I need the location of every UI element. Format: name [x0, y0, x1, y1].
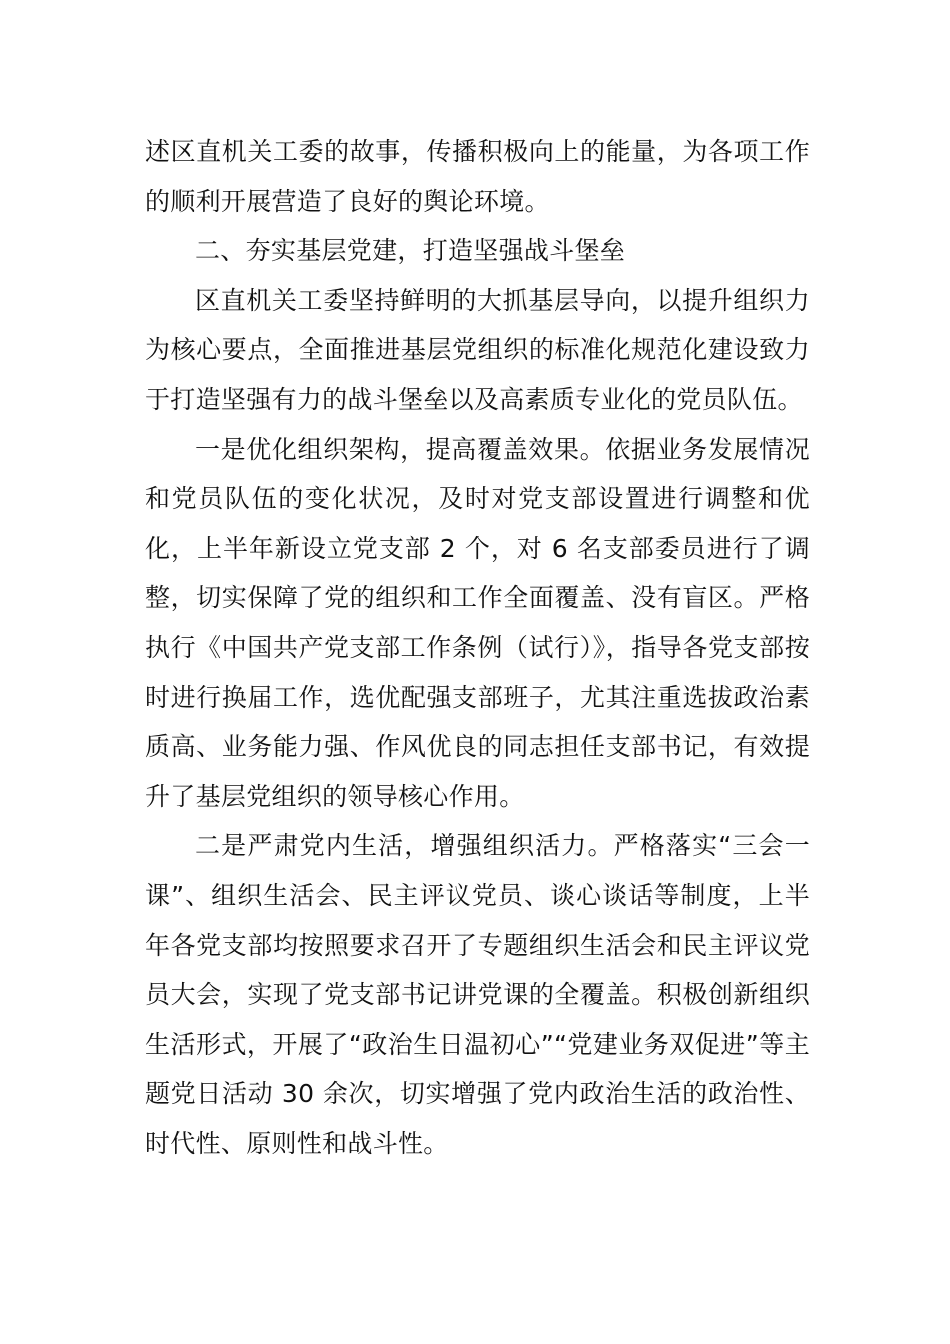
- paragraph-point-one: 一是优化组织架构，提高覆盖效果。依据业务发展情况和党员队伍的变化状况，及时对党支部设置进行调整和优化，上半年新设立党支部 2 个，对 6 名支部委员进行了调整，切实保障了党的组织和工作全面覆盖、没有盲区。严格执行《中国共产党支部工作条例（试行）》，指导各党支部按时进行换届工作，选优配强支部班子，尤其注重选拔政治素质高、业务能力强、作风优良的同志担任支部书记，有效提升了基层党组织的领导核心作用。: [145, 434, 810, 811]
- paragraph-section-intro: 区直机关工委坚持鲜明的大抓基层导向，以提升组织力为核心要点，全面推进基层党组织的标准化规范化建设致力于打造坚强有力的战斗堡垒以及高素质专业化的党员队伍。: [145, 285, 810, 414]
- paragraph-continuation: 述区直机关工委的故事，传播积极向上的能量，为各项工作的顺利开展营造了良好的舆论环境。: [145, 137, 810, 216]
- section-heading: 二、夯实基层党建，打造坚强战斗堡垒: [195, 236, 626, 266]
- paragraph-point-two: 二是严肃党内生活，增强组织活力。严格落实“三会一课”、组织生活会、民主评议党员、谈心谈话等制度，上半年各党支部均按照要求召开了专题组织生活会和民主评议党员大会，实现了党支部书记讲党课的全覆盖。积极创新组织生活形式，开展了“政治生日温初心”“党建业务双促进”等主题党日活动 30 余次，切实增强了党内政治生活的政治性、时代性、原则性和战斗性。: [145, 831, 810, 1158]
- document-body: [145, 127, 810, 1168]
